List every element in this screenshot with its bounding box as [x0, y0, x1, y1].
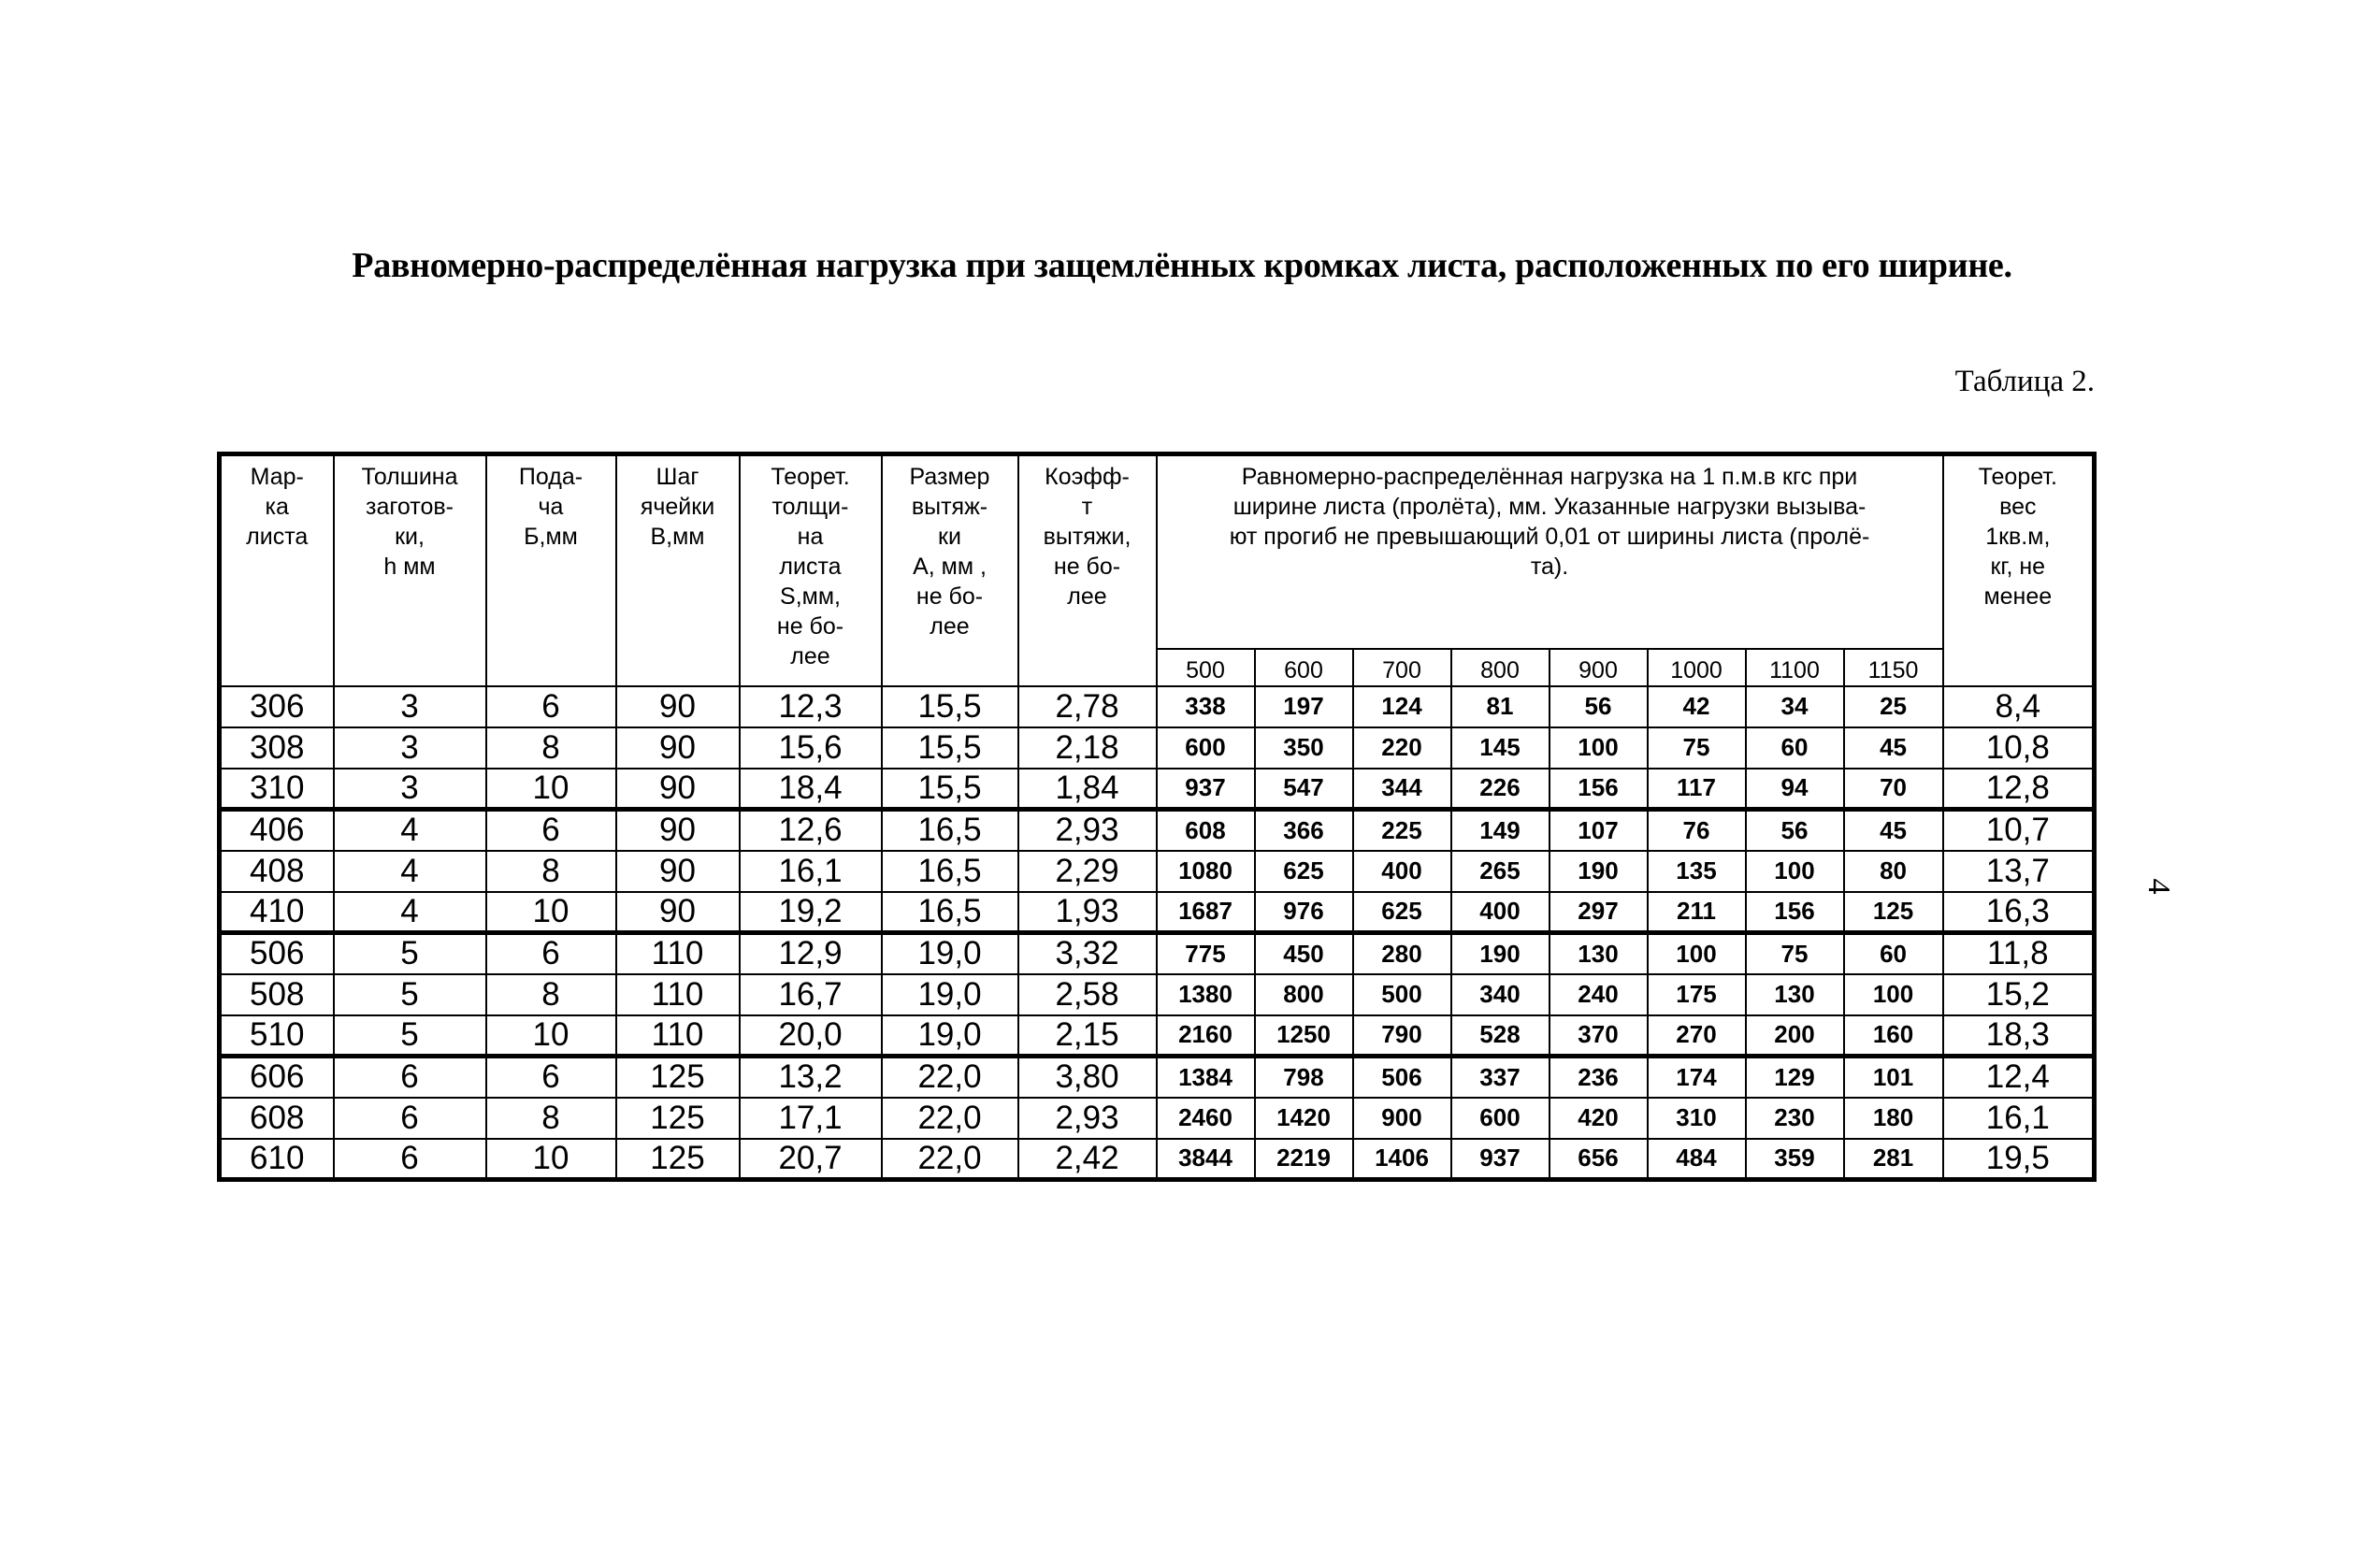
- cell-load: 156: [1746, 892, 1844, 933]
- table-row: [220, 851, 2095, 892]
- cell-load: 101: [1844, 1057, 1943, 1098]
- cell-load: 2219: [1255, 1139, 1353, 1180]
- cell-load: 81: [1451, 686, 1550, 727]
- cell-load: 129: [1746, 1057, 1844, 1098]
- cell-load: 1080: [1157, 851, 1255, 892]
- header-theor-thickness: [740, 454, 882, 686]
- cell-theor-thickness: 15,6: [740, 727, 882, 769]
- cell-load: 230: [1746, 1098, 1844, 1139]
- cell-draw-size: 16,5: [882, 851, 1018, 892]
- header-width-600: 600: [1255, 649, 1353, 686]
- cell-draw-size: 19,0: [882, 1015, 1018, 1057]
- header-line: ки: [938, 524, 961, 550]
- cell-draw-coefficient: 2,18: [1018, 727, 1157, 769]
- cell-load: 160: [1844, 1015, 1943, 1057]
- cell-load: 42: [1648, 686, 1746, 727]
- cell-mark: 606: [220, 1057, 334, 1098]
- cell-mark: 410: [220, 892, 334, 933]
- header-line: S,мм,: [780, 583, 841, 610]
- cell-step: 90: [616, 851, 740, 892]
- cell-load: 976: [1255, 892, 1353, 933]
- table-row: [220, 727, 2095, 769]
- header-line: А, мм ,: [913, 554, 987, 580]
- cell-load: 117: [1648, 769, 1746, 810]
- cell-load: 2460: [1157, 1098, 1255, 1139]
- header-line: вытяжи,: [1043, 524, 1132, 550]
- cell-load: 76: [1648, 810, 1746, 851]
- cell-load: 70: [1844, 769, 1943, 810]
- cell-theor-thickness: 13,2: [740, 1057, 882, 1098]
- cell-thickness: 5: [334, 933, 486, 974]
- cell-load: 240: [1550, 974, 1648, 1015]
- cell-load: 100: [1844, 974, 1943, 1015]
- header-width-500: 500: [1157, 649, 1255, 686]
- cell-weight: 12,8: [1943, 769, 2095, 810]
- cell-load: 547: [1255, 769, 1353, 810]
- table-row: [220, 1139, 2095, 1180]
- header-draw-coefficient: [1018, 454, 1157, 686]
- load-table: [217, 452, 2097, 1182]
- cell-load: 190: [1550, 851, 1648, 892]
- cell-weight: 16,1: [1943, 1098, 2095, 1139]
- header-line: лее: [790, 643, 830, 669]
- cell-draw-coefficient: 2,29: [1018, 851, 1157, 892]
- cell-load: 130: [1746, 974, 1844, 1015]
- header-line: ка: [265, 494, 289, 520]
- table-row: [220, 810, 2095, 851]
- cell-load: 937: [1157, 769, 1255, 810]
- header-line: ки,: [395, 524, 425, 550]
- header-line: ют прогиб не превышающий 0,01 от ширины листа (пролё-: [1229, 524, 1870, 550]
- cell-feed: 8: [486, 727, 616, 769]
- cell-draw-size: 15,5: [882, 727, 1018, 769]
- cell-load: 124: [1353, 686, 1451, 727]
- header-width-900: 900: [1550, 649, 1648, 686]
- cell-draw-coefficient: 2,78: [1018, 686, 1157, 727]
- cell-load: 45: [1844, 810, 1943, 851]
- header-line: Размер: [909, 464, 990, 490]
- cell-load: 107: [1550, 810, 1648, 851]
- cell-load: 420: [1550, 1098, 1648, 1139]
- cell-theor-thickness: 16,7: [740, 974, 882, 1015]
- cell-load: 56: [1746, 810, 1844, 851]
- cell-load: 338: [1157, 686, 1255, 727]
- cell-draw-coefficient: 2,15: [1018, 1015, 1157, 1057]
- cell-mark: 506: [220, 933, 334, 974]
- cell-feed: 10: [486, 1139, 616, 1180]
- cell-mark: 308: [220, 727, 334, 769]
- cell-load: 211: [1648, 892, 1746, 933]
- cell-load: 34: [1746, 686, 1844, 727]
- table-row: [220, 974, 2095, 1015]
- cell-weight: 18,3: [1943, 1015, 2095, 1057]
- cell-draw-size: 16,5: [882, 810, 1018, 851]
- cell-load: 1250: [1255, 1015, 1353, 1057]
- cell-load: 200: [1746, 1015, 1844, 1057]
- cell-draw-size: 16,5: [882, 892, 1018, 933]
- header-line: Равномерно-распределённая нагрузка на 1 п.м.в кгс при: [1241, 464, 1858, 490]
- cell-load: 484: [1648, 1139, 1746, 1180]
- cell-load: 265: [1451, 851, 1550, 892]
- cell-load: 125: [1844, 892, 1943, 933]
- cell-draw-coefficient: 1,93: [1018, 892, 1157, 933]
- cell-load: 75: [1648, 727, 1746, 769]
- header-weight: [1943, 454, 2095, 686]
- cell-load: 149: [1451, 810, 1550, 851]
- cell-load: 790: [1353, 1015, 1451, 1057]
- cell-load: 625: [1255, 851, 1353, 892]
- cell-mark: 508: [220, 974, 334, 1015]
- header-line: h мм: [383, 554, 436, 580]
- header-line: не бо-: [1053, 554, 1121, 580]
- cell-load: 226: [1451, 769, 1550, 810]
- header-line: та).: [1530, 554, 1569, 580]
- cell-theor-thickness: 20,0: [740, 1015, 882, 1057]
- cell-weight: 19,5: [1943, 1139, 2095, 1180]
- header-line: ча: [538, 494, 564, 520]
- header-line: Теорет.: [1978, 464, 2057, 490]
- cell-load: 370: [1550, 1015, 1648, 1057]
- header-line: лее: [1067, 583, 1107, 610]
- cell-load: 135: [1648, 851, 1746, 892]
- header-line: толщи-: [771, 494, 849, 520]
- cell-load: 225: [1353, 810, 1451, 851]
- cell-thickness: 6: [334, 1139, 486, 1180]
- header-line: кг, не: [1990, 554, 2046, 580]
- cell-load: 450: [1255, 933, 1353, 974]
- cell-thickness: 4: [334, 892, 486, 933]
- cell-mark: 608: [220, 1098, 334, 1139]
- table-label: Таблица 2.: [1954, 365, 2095, 398]
- cell-step: 90: [616, 686, 740, 727]
- cell-load: 3844: [1157, 1139, 1255, 1180]
- header-line: не бо-: [915, 583, 984, 610]
- cell-weight: 11,8: [1943, 933, 2095, 974]
- cell-draw-size: 15,5: [882, 686, 1018, 727]
- cell-load: 340: [1451, 974, 1550, 1015]
- cell-load: 337: [1451, 1057, 1550, 1098]
- cell-load: 45: [1844, 727, 1943, 769]
- table-row: [220, 686, 2095, 727]
- cell-feed: 6: [486, 933, 616, 974]
- cell-thickness: 5: [334, 974, 486, 1015]
- header-thickness: [334, 454, 486, 686]
- cell-theor-thickness: 17,1: [740, 1098, 882, 1139]
- cell-thickness: 3: [334, 769, 486, 810]
- cell-load: 190: [1451, 933, 1550, 974]
- header-line: на: [797, 524, 824, 550]
- cell-load: 656: [1550, 1139, 1648, 1180]
- cell-load: 100: [1746, 851, 1844, 892]
- cell-mark: 610: [220, 1139, 334, 1180]
- header-line: т: [1081, 494, 1093, 520]
- cell-theor-thickness: 12,9: [740, 933, 882, 974]
- cell-mark: 408: [220, 851, 334, 892]
- cell-load: 528: [1451, 1015, 1550, 1057]
- header-feed: [486, 454, 616, 686]
- cell-load: 500: [1353, 974, 1451, 1015]
- cell-load: 75: [1746, 933, 1844, 974]
- header-width-700: 700: [1353, 649, 1451, 686]
- header-line: Толшина: [361, 464, 458, 490]
- header-line: вытяж-: [911, 494, 988, 520]
- table-row: [220, 933, 2095, 974]
- cell-theor-thickness: 12,3: [740, 686, 882, 727]
- cell-feed: 10: [486, 769, 616, 810]
- cell-load: 625: [1353, 892, 1451, 933]
- cell-load: 197: [1255, 686, 1353, 727]
- cell-draw-coefficient: 3,80: [1018, 1057, 1157, 1098]
- cell-load: 400: [1353, 851, 1451, 892]
- cell-weight: 12,4: [1943, 1057, 2095, 1098]
- cell-weight: 10,8: [1943, 727, 2095, 769]
- cell-feed: 10: [486, 892, 616, 933]
- cell-theor-thickness: 19,2: [740, 892, 882, 933]
- header-line: ширине листа (пролёта), мм. Указанные нагрузки вызыва-: [1232, 494, 1867, 520]
- cell-load: 310: [1648, 1098, 1746, 1139]
- cell-load: 900: [1353, 1098, 1451, 1139]
- cell-mark: 510: [220, 1015, 334, 1057]
- cell-load: 937: [1451, 1139, 1550, 1180]
- cell-load: 600: [1451, 1098, 1550, 1139]
- cell-step: 110: [616, 1015, 740, 1057]
- header-draw-size: [882, 454, 1018, 686]
- cell-feed: 6: [486, 686, 616, 727]
- header-line: Коэфф-: [1045, 464, 1130, 490]
- header-width-1150: 1150: [1844, 649, 1943, 686]
- cell-mark: 306: [220, 686, 334, 727]
- cell-load: 175: [1648, 974, 1746, 1015]
- cell-load: 280: [1353, 933, 1451, 974]
- cell-weight: 8,4: [1943, 686, 2095, 727]
- cell-load: 220: [1353, 727, 1451, 769]
- header-line: лее: [930, 613, 970, 640]
- page-title: Равномерно-распределённая нагрузка при защемлённых кромках листа, расположенных по его ширине.: [352, 246, 2012, 285]
- table-row: [220, 1015, 2095, 1057]
- cell-thickness: 4: [334, 851, 486, 892]
- cell-thickness: 3: [334, 686, 486, 727]
- cell-load: 94: [1746, 769, 1844, 810]
- cell-draw-size: 15,5: [882, 769, 1018, 810]
- cell-load: 56: [1550, 686, 1648, 727]
- cell-load: 350: [1255, 727, 1353, 769]
- cell-step: 90: [616, 727, 740, 769]
- cell-draw-coefficient: 2,93: [1018, 810, 1157, 851]
- header-width-1100: 1100: [1746, 649, 1844, 686]
- cell-step: 125: [616, 1098, 740, 1139]
- cell-load: 80: [1844, 851, 1943, 892]
- cell-draw-size: 22,0: [882, 1098, 1018, 1139]
- header-line: не бо-: [776, 613, 844, 640]
- cell-load: 506: [1353, 1057, 1451, 1098]
- cell-load: 297: [1550, 892, 1648, 933]
- cell-draw-coefficient: 3,32: [1018, 933, 1157, 974]
- cell-step: 110: [616, 974, 740, 1015]
- header-line: Б,мм: [524, 524, 578, 550]
- cell-theor-thickness: 16,1: [740, 851, 882, 892]
- cell-load: 1384: [1157, 1057, 1255, 1098]
- header-line: Теорет.: [771, 464, 850, 490]
- cell-load: 156: [1550, 769, 1648, 810]
- header-mark: [220, 454, 334, 686]
- cell-load: 2160: [1157, 1015, 1255, 1057]
- header-width-800: 800: [1451, 649, 1550, 686]
- table-row: [220, 892, 2095, 933]
- cell-draw-coefficient: 2,58: [1018, 974, 1157, 1015]
- cell-load: 25: [1844, 686, 1943, 727]
- header-line: Шаг: [656, 464, 699, 490]
- cell-step: 90: [616, 810, 740, 851]
- header-line: вес: [1999, 494, 2037, 520]
- cell-step: 90: [616, 892, 740, 933]
- header-width-1000: 1000: [1648, 649, 1746, 686]
- cell-load: 145: [1451, 727, 1550, 769]
- cell-thickness: 4: [334, 810, 486, 851]
- cell-load: 344: [1353, 769, 1451, 810]
- cell-load: 775: [1157, 933, 1255, 974]
- cell-load: 1380: [1157, 974, 1255, 1015]
- cell-draw-coefficient: 1,84: [1018, 769, 1157, 810]
- cell-load: 798: [1255, 1057, 1353, 1098]
- cell-feed: 6: [486, 810, 616, 851]
- table-row: [220, 769, 2095, 810]
- header-line: Пода-: [518, 464, 584, 490]
- header-line: ячейки: [640, 494, 715, 520]
- cell-weight: 10,7: [1943, 810, 2095, 851]
- cell-load: 1420: [1255, 1098, 1353, 1139]
- cell-load: 174: [1648, 1057, 1746, 1098]
- cell-load: 236: [1550, 1057, 1648, 1098]
- cell-thickness: 3: [334, 727, 486, 769]
- cell-load: 281: [1844, 1139, 1943, 1180]
- cell-feed: 8: [486, 1098, 616, 1139]
- cell-load: 400: [1451, 892, 1550, 933]
- cell-load: 130: [1550, 933, 1648, 974]
- cell-weight: 13,7: [1943, 851, 2095, 892]
- page-number: 4: [2141, 878, 2176, 895]
- cell-weight: 15,2: [1943, 974, 2095, 1015]
- cell-feed: 10: [486, 1015, 616, 1057]
- header-line: 1кв.м,: [1985, 524, 2051, 550]
- cell-load: 608: [1157, 810, 1255, 851]
- header-cell-step: [616, 454, 740, 686]
- cell-thickness: 6: [334, 1057, 486, 1098]
- cell-feed: 8: [486, 974, 616, 1015]
- cell-load: 1687: [1157, 892, 1255, 933]
- cell-load: 800: [1255, 974, 1353, 1015]
- table-row: [220, 1057, 2095, 1098]
- cell-load: 100: [1648, 933, 1746, 974]
- header-line: Мар-: [250, 464, 304, 490]
- cell-load: 100: [1550, 727, 1648, 769]
- cell-draw-coefficient: 2,42: [1018, 1139, 1157, 1180]
- table-row: [220, 1098, 2095, 1139]
- cell-mark: 310: [220, 769, 334, 810]
- cell-load: 60: [1746, 727, 1844, 769]
- cell-load: 180: [1844, 1098, 1943, 1139]
- cell-load: 600: [1157, 727, 1255, 769]
- cell-load: 60: [1844, 933, 1943, 974]
- cell-step: 125: [616, 1139, 740, 1180]
- cell-mark: 406: [220, 810, 334, 851]
- cell-draw-coefficient: 2,93: [1018, 1098, 1157, 1139]
- cell-thickness: 6: [334, 1098, 486, 1139]
- cell-step: 110: [616, 933, 740, 974]
- header-line: листа: [246, 524, 309, 550]
- cell-load: 270: [1648, 1015, 1746, 1057]
- cell-theor-thickness: 12,6: [740, 810, 882, 851]
- cell-feed: 8: [486, 851, 616, 892]
- header-load: [1157, 454, 1943, 649]
- cell-load: 1406: [1353, 1139, 1451, 1180]
- cell-thickness: 5: [334, 1015, 486, 1057]
- cell-step: 125: [616, 1057, 740, 1098]
- header-line: листа: [779, 554, 842, 580]
- cell-draw-size: 22,0: [882, 1139, 1018, 1180]
- cell-theor-thickness: 20,7: [740, 1139, 882, 1180]
- header-line: В,мм: [650, 524, 705, 550]
- header-line: заготов-: [366, 494, 454, 520]
- cell-draw-size: 19,0: [882, 974, 1018, 1015]
- cell-theor-thickness: 18,4: [740, 769, 882, 810]
- cell-draw-size: 22,0: [882, 1057, 1018, 1098]
- cell-load: 366: [1255, 810, 1353, 851]
- cell-weight: 16,3: [1943, 892, 2095, 933]
- header-line: менее: [1983, 583, 2053, 610]
- cell-load: 359: [1746, 1139, 1844, 1180]
- cell-step: 90: [616, 769, 740, 810]
- cell-feed: 6: [486, 1057, 616, 1098]
- cell-draw-size: 19,0: [882, 933, 1018, 974]
